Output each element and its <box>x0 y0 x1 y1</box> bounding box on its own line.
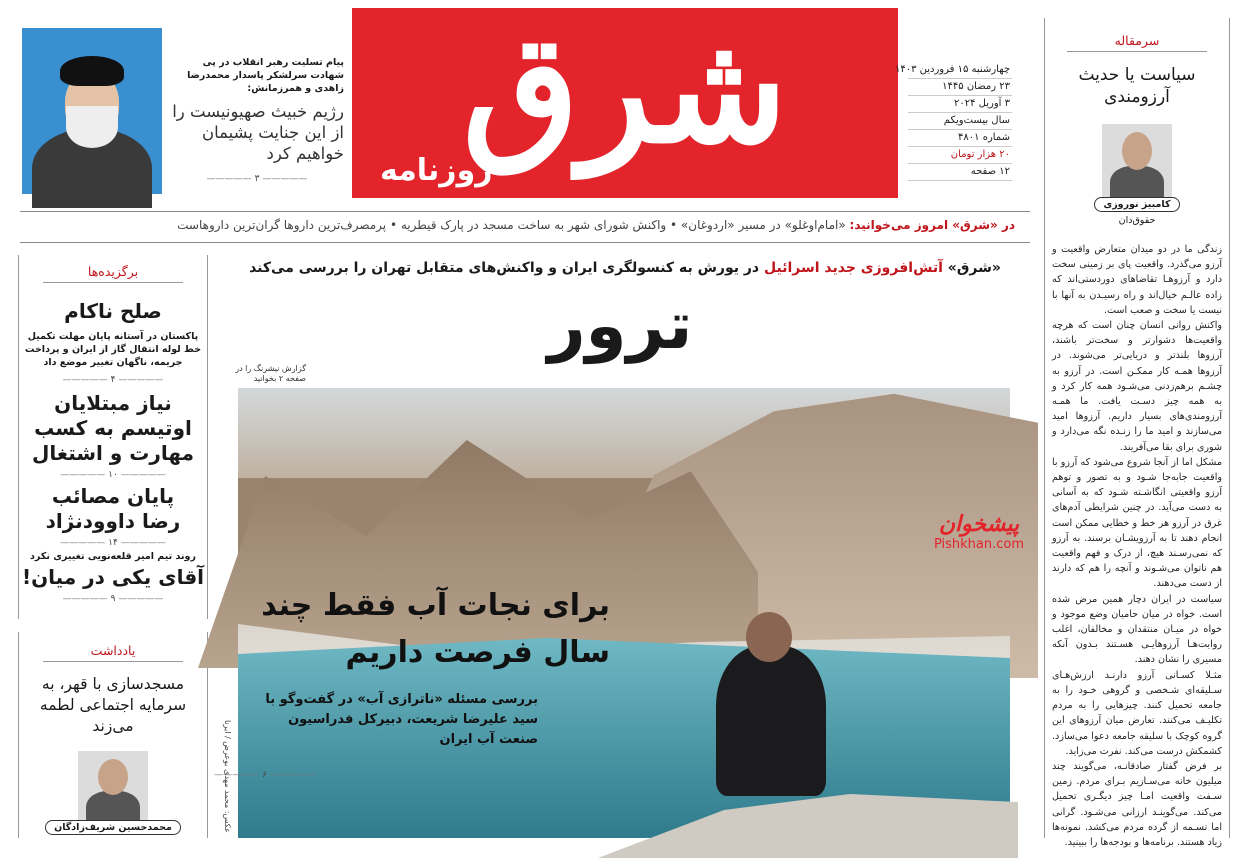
report-note: گزارش نیشرنگ را در صفحه ۲ بخوانید <box>235 364 306 383</box>
strip-lead: در «شرق» امروز می‌خوانید: <box>849 218 1015 232</box>
leader-portrait <box>22 28 162 194</box>
page-reference: ————— ۳ ————— <box>170 174 344 184</box>
lead-kicker <box>240 260 1010 276</box>
condolence-quote: رژیم خبیث صهیونیست را از این جنایت پشیمان خواهیم کرد <box>172 102 344 163</box>
date-persian: چهارشنبه ۱۵ فروردین ۱۴۰۳ <box>908 62 1012 79</box>
editorial-body <box>1052 242 1222 848</box>
price: ۲۰ هزار تومان <box>908 147 1012 164</box>
editorial-paragraph: زندگی ما در دو میدان متعارض واقعیت و آرزو می‌گذرد. واقعیت پای بر زمینی سخت دارد و آرزوهـا تقاضاهای دوردستی‌اند که زاده عالـم خیال‌اند و راه رسیـدن به آنها با نیست یا سخت و صعب است. <box>1052 244 1222 316</box>
strip-items[interactable]: «امام‌اوغلو» در مسیر «اردوغان» • واکنش شورای شهر به ساخت مسجد در پارک قیطریه • پرمصرف‌ترین داروها گران‌ترین داروهاست <box>177 218 846 232</box>
lead-kicker-rest: در یورش به کنسولگری ایران و واکنش‌های متقابل تهران را بررسی می‌کند <box>249 260 760 276</box>
condolence-lead: پیام تسلیت رهبر انقلاب در پی شهادت سرلشکر پاسدار محمدرضا زاهدی و همرزمانش: <box>187 57 344 94</box>
editorial-paragraph: واکنش روانی انسان چنان است که هرچه واقعیت‌ها دشوارتر و سخت‌تر باشند، آرزوها بلندتر و دریایی‌تر می‌شوند. در آرزوها همـه کار ممکـن است. در آرزو به چشـم برهم‌زدنی می‌شـود همه کار کرد و به همه چیز دسـت یافت. ما همـه آرزومندی‌های بسیار داریم. آرزوها امید می‌سازند و امید ما را زنـده نگه می‌دارد و شوری برای بقا می‌آفریند. <box>1052 320 1222 453</box>
divider <box>20 242 1030 243</box>
divider <box>20 211 1030 212</box>
date-hijri: ۲۳ رمضان ۱۴۴۵ <box>908 79 1012 96</box>
page-reference: ————— ۶ ————— <box>258 770 318 780</box>
lead-headline[interactable]: ترور <box>547 287 693 364</box>
editorial-author-role: حقوق‌دان <box>1118 215 1156 226</box>
newspaper-logo <box>352 1 898 198</box>
editorial-paragraph: سیاست در ایران دچار همین مرض شده است. خواه در میان حامیان وضع موجود و خواه در میـان منتقدان و مخالفان، اغلب روایت‌هـا آرزوهایـی هسـتند بـدون آنکه مسیری را نشان دهند. <box>1052 593 1222 666</box>
hero-subheadline: بررسی مسئله «ناترازی آب» در گفت‌وگو با سید علیرضا شریعت، دبیرکل فدراسیون صنعت آب ایران <box>265 692 538 747</box>
selection-headline[interactable]: آقای یکی در میان! <box>21 565 205 589</box>
in-this-issue-strip <box>100 218 1015 232</box>
editorial-paragraph: مشکل اما از آنجا شروع می‌شود که آرزو با واقعیت جابه‌جا شـود و به تصور و توهم آرزو واقعیتی انگاشـته شـود که به آسانی به دست می‌آید. در چنین شرایطی آدم‌های غرق در آرزو هر خط و خطایی ممکن است انجام دهند تا به آرزویشـان برسند. به آرزو که نمی‌رسـند هیچ، از درک و فهم واقعیت هم ناتوان می‌شـوند و آنچه را هم که دارند از دست می‌دهند. <box>1052 456 1222 590</box>
lead-kicker-source: «شرق» <box>947 260 1001 276</box>
editorial-paragraph: مثـلا کسـانی آرزو دارنـد ارزش‌هـای سـلیقه‌ای شـخصی و گروهی خـود را به جامعه تحمیل کنند. چیزهایی را به مردم تکلیـف می‌کنند. تعارض میان آرزوهای این گروه کوچک با سلیقه جامعه دعوا می‌سازد. کشمکش درست می‌کند. نفرت می‌زاید. <box>1052 669 1222 757</box>
note-author-photo <box>78 751 148 821</box>
hero-headline[interactable]: برای نجات آب فقط چند سال فرصت داریم <box>261 588 610 670</box>
selection-summary: روند تیم امیر قلعه‌نویی تغییری نکرد <box>30 551 196 562</box>
selection-headline[interactable]: پایان مصائب رضا داوودنژاد <box>45 484 181 533</box>
logo-wordmark: شرق <box>462 1 788 177</box>
page-reference: ————— ۴ ————— <box>19 375 207 385</box>
editorial-author-photo <box>1102 124 1172 198</box>
page-reference: ————— ۹ ————— <box>19 594 207 604</box>
date-gregorian: ۳ آوریل ۲۰۲۴ <box>908 96 1012 113</box>
condolence-story[interactable] <box>170 56 344 184</box>
editorial-column <box>1052 30 1222 848</box>
selection-headline[interactable]: صلح ناکام <box>64 299 162 323</box>
publication-year: سال بیست‌ویکم <box>908 113 1012 130</box>
note-box <box>18 632 208 838</box>
logo-subtitle: روزنامه <box>380 153 493 188</box>
editorial-author-name: کامبیز نوروزی <box>1094 197 1179 212</box>
page-reference: ————— ۱۴ ————— <box>19 538 207 548</box>
watermark-fa: پیشخوان <box>938 512 1020 537</box>
editorial-kicker: سرمقاله <box>1114 33 1160 48</box>
editorial-title[interactable]: سیاست یا حدیث آرزومندی <box>1078 65 1196 107</box>
issue-number: شماره ۴۸۰۱ <box>908 130 1012 147</box>
photo-credit: عکس: محمد مهدی بوعرض / ایرنا <box>223 720 232 833</box>
pishkhan-watermark <box>920 512 1038 552</box>
editorial-paragraph: بر فرض گفتار صادقانـه، می‌گویند چند میلیون خانه می‌سـازیم بـرای مردم. زمین سـفت واقعیت امـا چیز دیگـری تحمیل می‌کند. می‌گوینـد ارزانی می‌شـود. گرانی اما تسـمه از گرده مردم می‌کشد. نمونه‌ها زیاد هستند. برنامه‌ها و بودجه‌ها را ببینید. <box>1052 760 1222 848</box>
note-author-name: محمدحسین شریف‌زادگان <box>45 820 181 835</box>
lead-kicker-highlight: آتش‌افروزی جدید اسرائیل <box>763 260 943 276</box>
selections-kicker: برگزیده‌ها <box>87 264 139 279</box>
note-kicker: یادداشت <box>90 643 136 658</box>
selection-headline[interactable]: نیاز مبتلایان اوتیسم به کسب مهارت و اشتغال <box>32 391 194 465</box>
dateline <box>894 62 1012 181</box>
page-count: ۱۲ صفحه <box>908 164 1012 181</box>
selection-summary: پاکستان در آستانه پایان مهلت تکمیل خط لوله انتقال گاز از ایران و پرداخت جریمه، ناگهان تغییر موضع داد <box>24 331 202 368</box>
page-reference: ————— ۱۰ ————— <box>19 470 207 480</box>
watermark-en: Pishkhan.com <box>933 537 1025 552</box>
selections-box <box>18 255 208 619</box>
note-title[interactable]: مسجدسازی با قهر، به سرمایه اجتماعی لطمه می‌زند <box>39 675 187 735</box>
